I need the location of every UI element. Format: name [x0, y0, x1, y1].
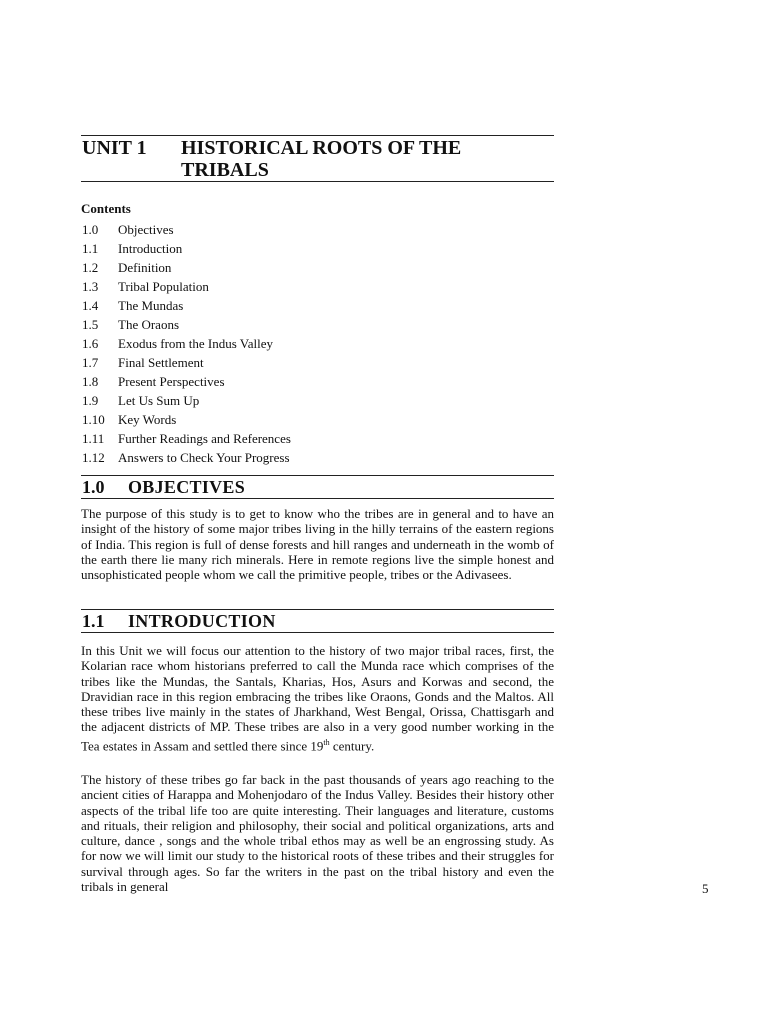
contents-heading: Contents [81, 201, 131, 216]
contents-item-label: Introduction [118, 241, 183, 256]
contents-item-label: The Oraons [118, 317, 180, 332]
contents-item-label: Exodus from the Indus Valley [118, 336, 274, 351]
contents-item-label: Final Settlement [118, 355, 204, 370]
superscript-th: th [323, 737, 330, 747]
contents-item-label: Let Us Sum Up [118, 393, 200, 408]
unit-header [81, 135, 554, 182]
contents-item-label: Tribal Population [118, 279, 209, 294]
contents-item [81, 315, 554, 334]
contents-item-number: 1.11 [82, 431, 105, 446]
contents-item-number: 1.9 [82, 393, 99, 408]
unit-title [181, 137, 541, 181]
contents-item [81, 391, 554, 410]
contents-item-number: 1.10 [82, 412, 105, 427]
contents-item-number: 1.3 [82, 279, 99, 294]
objectives-section-heading [81, 475, 554, 499]
unit-number: UNIT 1 [82, 137, 147, 159]
objectives-paragraph: The purpose of this study is to get to know who the tribes are in general and to have an insight of the history of some major tribes living in the hilly terrains of the eastern regions of India. This region is full of dense forests and hill ranges and underneath in the womb of the earth there lie many rich minerals. Here in remote regions live the simple honest and unsophisticated people whom we call the primitive people, tribes or the Adivasees. [81, 506, 554, 583]
contents-item [81, 353, 554, 372]
contents-item [81, 220, 554, 239]
contents-item [81, 372, 554, 391]
contents-item [81, 258, 554, 277]
contents-item-number: 1.5 [82, 317, 99, 332]
introduction-paragraph-1-text: In this Unit we will focus our attention to the history of two major tribal races, first, the Kolarian race whom historians preferred to call the Munda race which comprises of the tribes like the Mundas, the Santals, Kharias, Hos, Asurs and Korwas and second, the Dravidian race in this region embracing the tribes like Oraons, Gonds and the Maltos. All these tribes live mainly in the states of Jharkhand, West Bengal, Orissa, Chattisgarh and the adjacent districts of MP. These tribes are also in a very good number working in the Tea estates in Assam and settled there since 19 [81, 643, 554, 754]
contents-item-label: Present Perspectives [118, 374, 225, 389]
introduction-paragraph-2: The history of these tribes go far back in the past thousands of years ago reaching to the ancient cities of Harappa and Mohenjodaro of the Indus Valley. Besides their history other aspects of the tribal life too are quite interesting. Their languages and literature, customs and rituals, their religion and philosophy, their social and political organizations, arts and culture, dance , songs and the whole tribal ethos may as well be an engrossing study. As for now we will limit our study to the historical roots of these tribes and their struggles for survival through ages. So far the writers in the past on the tribal history and even the tribals in general [81, 772, 554, 895]
section-title: INTRODUCTION [128, 611, 276, 631]
contents-item [81, 277, 554, 296]
contents-item-number: 1.1 [82, 241, 99, 256]
contents-item-number: 1.12 [82, 450, 105, 465]
contents-item-label: Objectives [118, 222, 174, 237]
contents-item-number: 1.8 [82, 374, 99, 389]
contents-item-label: Answers to Check Your Progress [118, 450, 290, 465]
section-number: 1.1 [82, 611, 105, 631]
contents-item-number: 1.7 [82, 355, 99, 370]
unit-title-line-1: HISTORICAL ROOTS OF THE [181, 137, 462, 159]
contents-item-label: The Mundas [118, 298, 184, 313]
section-title: OBJECTIVES [128, 477, 246, 497]
unit-title-line-2: TRIBALS [181, 159, 269, 181]
contents-item-number: 1.6 [82, 336, 99, 351]
contents-item-number: 1.2 [82, 260, 99, 275]
contents-item [81, 429, 554, 448]
contents-item [81, 334, 554, 353]
introduction-paragraph-1-end: century. [329, 738, 375, 754]
contents-item-number: 1.4 [82, 298, 99, 313]
contents-item [81, 239, 554, 258]
contents-item-label: Definition [118, 260, 172, 275]
contents-item [81, 296, 554, 315]
contents-list [81, 220, 554, 467]
contents-item-label: Further Readings and References [118, 431, 291, 446]
contents-item-label: Key Words [118, 412, 177, 427]
section-number: 1.0 [82, 477, 105, 497]
page-number: 5 [702, 881, 709, 896]
contents-item [81, 448, 554, 467]
introduction-paragraph-1 [81, 643, 554, 753]
contents-item-number: 1.0 [82, 222, 99, 237]
introduction-section-heading [81, 609, 554, 633]
contents-item [81, 410, 554, 429]
